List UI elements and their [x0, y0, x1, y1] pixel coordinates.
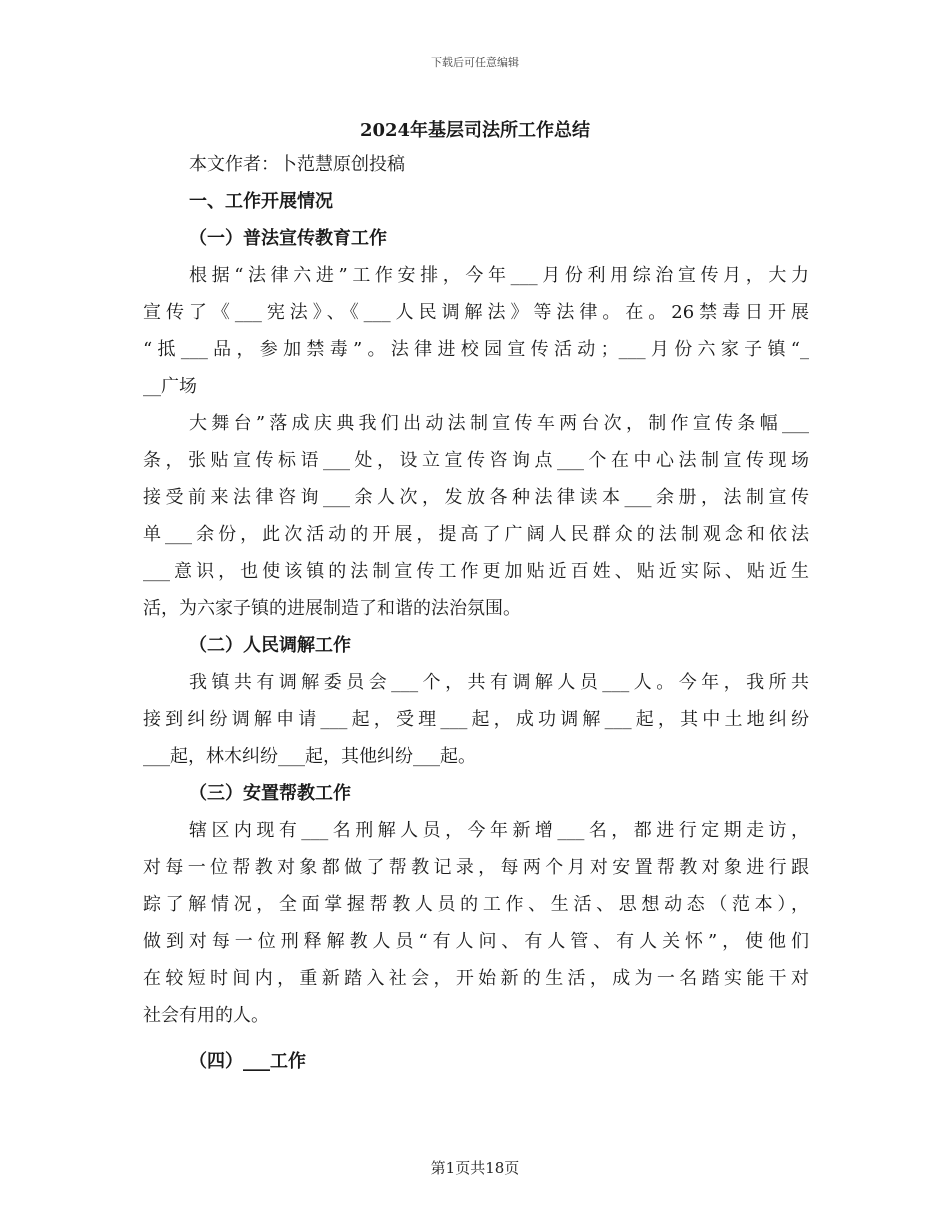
paragraph-line: 根据“法律六进”工作安排，今年___月份利用综治宣传月，大力: [189, 265, 809, 286]
page-footer: 第1页共18页: [430, 1159, 520, 1177]
subsection-heading-1: （一）普法宣传教育工作: [189, 228, 387, 249]
subsection-heading-2: （二）人民调解工作: [189, 635, 351, 656]
subsection-heading-4: （四）___工作: [189, 1051, 306, 1072]
paragraph-line: 接到纠纷调解申请___起，受理___起，成功调解___起，其中土地纠纷: [143, 709, 809, 730]
paragraph-line: 对每一位帮教对象都做了帮教记录，每两个月对安置帮教对象进行跟: [143, 857, 809, 878]
paragraph-line: 踪了解情况，全面掌握帮教人员的工作、生活、思想动态（范本），: [143, 894, 809, 915]
section-heading-1: 一、工作开展情况: [189, 191, 333, 212]
paragraph-line: 单___余份，此次活动的开展，提高了广阔人民群众的法制观念和依法: [143, 524, 809, 545]
paragraph-line: 宣传了《___宪法》、《___人民调解法》等法律。在。26禁毒日开展: [143, 302, 809, 323]
paragraph-line: 大舞台”落成庆典我们出动法制宣传车两台次，制作宣传条幅___: [189, 413, 809, 434]
paragraph-line: 辖区内现有___名刑解人员，今年新增___名，都进行定期走访，: [189, 820, 809, 841]
subsection-heading-3: （三）安置帮教工作: [189, 783, 351, 804]
paragraph-line: __广场: [143, 376, 197, 397]
document-title: 2024年基层司法所工作总结: [359, 120, 591, 141]
paragraph-line: 社会有用的人。: [143, 1005, 269, 1026]
document-body: [143, 146, 809, 1080]
paragraph-line: “抵___品，参加禁毒”。法律进校园宣传活动；___月份六家子镇“_: [143, 339, 809, 360]
header-note: 下载后可任意编辑: [431, 56, 519, 69]
paragraph-line: 接受前来法律咨询___余人次，发放各种法律读本___余册，法制宣传: [143, 487, 809, 508]
paragraph-line: 活，为六家子镇的进展制造了和谐的法治氛围。: [143, 598, 521, 619]
paragraph-line: ___意识，也使该镇的法制宣传工作更加贴近百姓、贴近实际、贴近生: [143, 561, 809, 582]
paragraph-line: ___起，林木纠纷___起，其他纠纷___起。: [143, 746, 476, 767]
paragraph-line: 在较短时间内，重新踏入社会，开始新的生活，成为一名踏实能干对: [143, 968, 809, 989]
paragraph-line: 条，张贴宣传标语___处，设立宣传咨询点___个在中心法制宣传现场: [143, 450, 809, 471]
paragraph-line: 我镇共有调解委员会___个，共有调解人员___人。今年，我所共: [189, 672, 809, 693]
author-line: 本文作者：卜范慧原创投稿: [189, 154, 405, 175]
paragraph-line: 做到对每一位刑释解教人员“有人问、有人管、有人关怀”，使他们: [143, 931, 809, 952]
